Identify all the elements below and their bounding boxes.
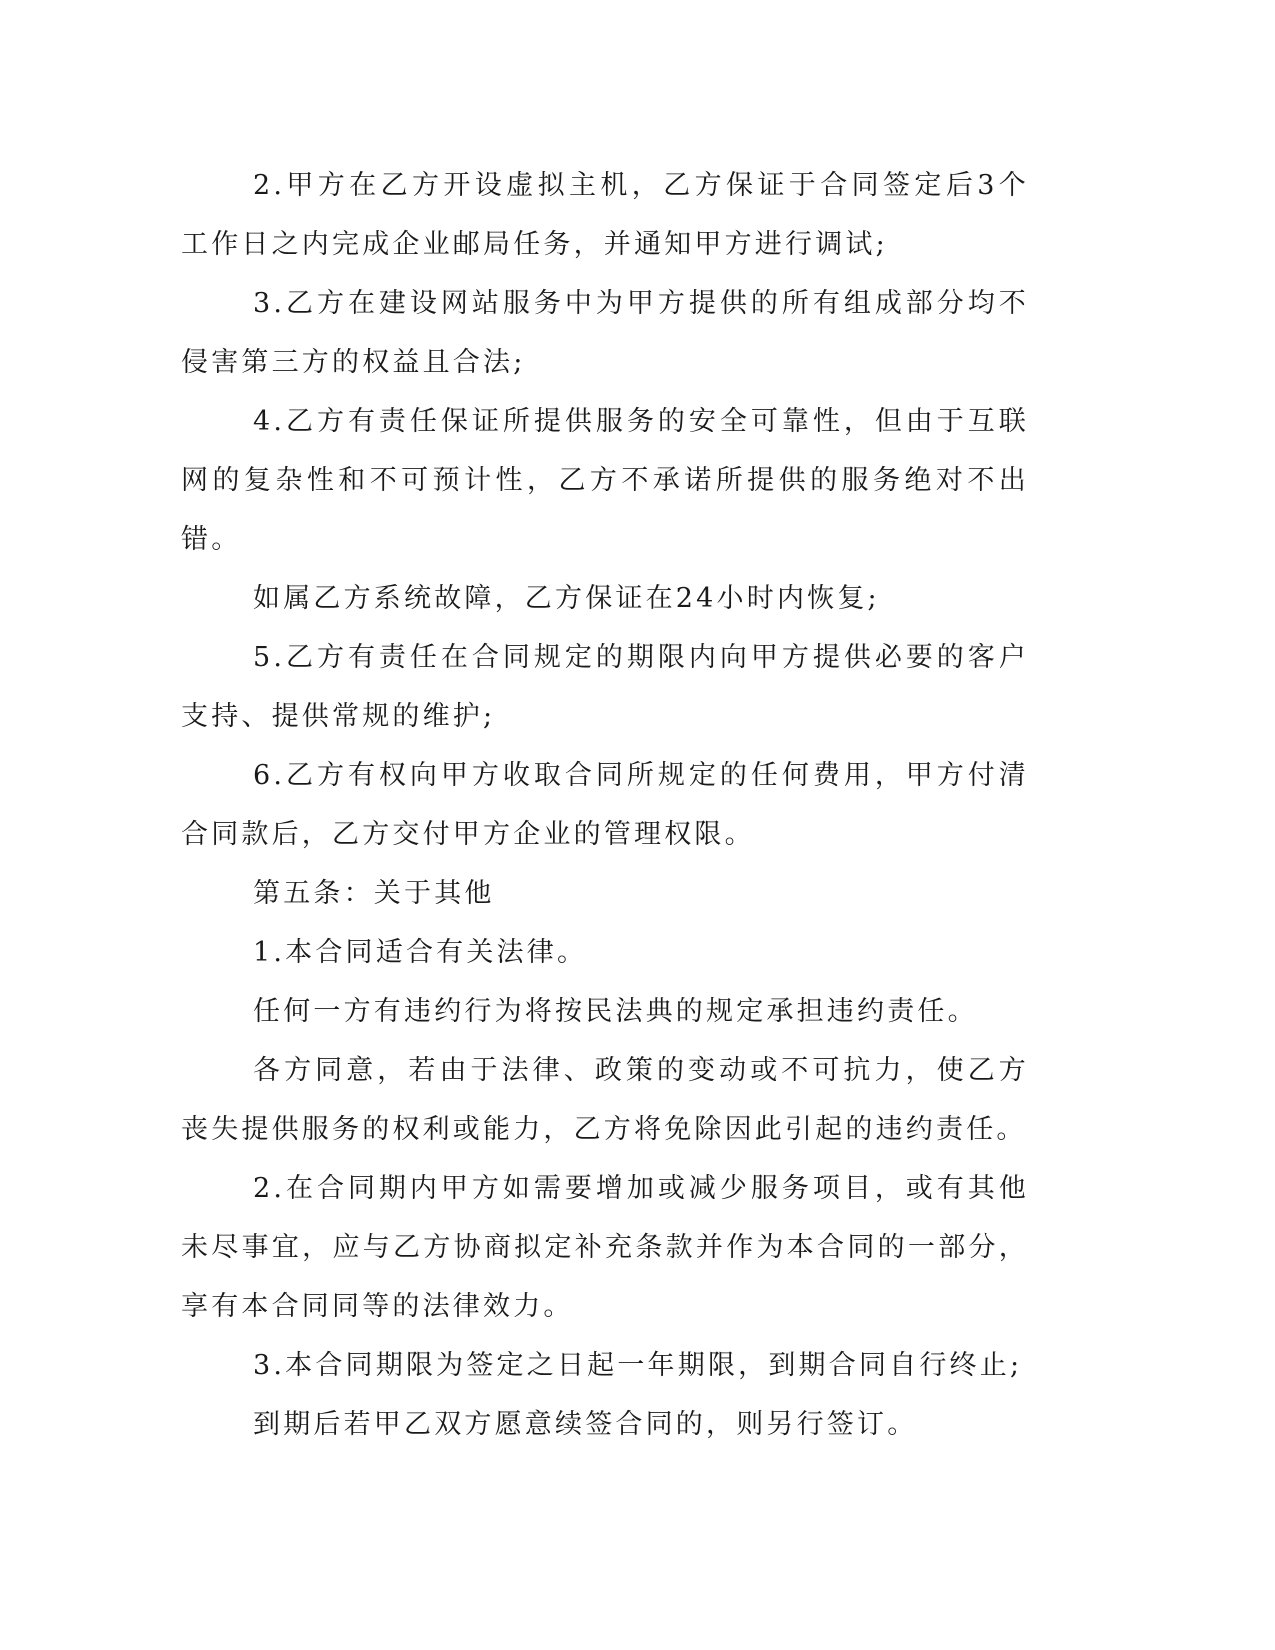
paragraph: 如属乙方系统故障，乙方保证在24小时内恢复; — [253, 583, 880, 614]
paragraph: 到期后若甲乙双方愿意续签合同的，则另行签订。 — [253, 1409, 918, 1440]
document-body — [181, 156, 1029, 1454]
paragraph: 2.在合同期内甲方如需要增加或减少服务项目，或有其他未尽事宜，应与乙方协商拟定补充条款并作为本合同的一部分，享有本合同同等的法律效力。 — [181, 1173, 1029, 1322]
paragraph: 4.乙方有责任保证所提供服务的安全可靠性，但由于互联网的复杂性和不可预计性，乙方不承诺所提供的服务绝对不出错。 — [181, 406, 1029, 555]
paragraph: 5.乙方有责任在合同规定的期限内向甲方提供必要的客户支持、提供常规的维护; — [181, 642, 1029, 732]
paragraph: 3.本合同期限为签定之日起一年期限，到期合同自行终止; — [253, 1350, 1023, 1381]
paragraph: 1.本合同适合有关法律。 — [253, 937, 588, 968]
paragraph: 任何一方有违约行为将按民法典的规定承担违约责任。 — [253, 996, 978, 1027]
paragraph: 6.乙方有权向甲方收取合同所规定的任何费用，甲方付清合同款后，乙方交付甲方企业的管理权限。 — [181, 760, 1029, 850]
section-heading: 第五条：关于其他 — [253, 878, 495, 909]
paragraph: 2.甲方在乙方开设虚拟主机，乙方保证于合同签定后3个工作日之内完成企业邮局任务，并通知甲方进行调试; — [181, 170, 1029, 260]
paragraph: 3.乙方在建设网站服务中为甲方提供的所有组成部分均不侵害第三方的权益且合法; — [181, 288, 1029, 378]
paragraph: 各方同意，若由于法律、政策的变动或不可抗力，使乙方丧失提供服务的权利或能力，乙方将免除因此引起的违约责任。 — [181, 1055, 1029, 1145]
